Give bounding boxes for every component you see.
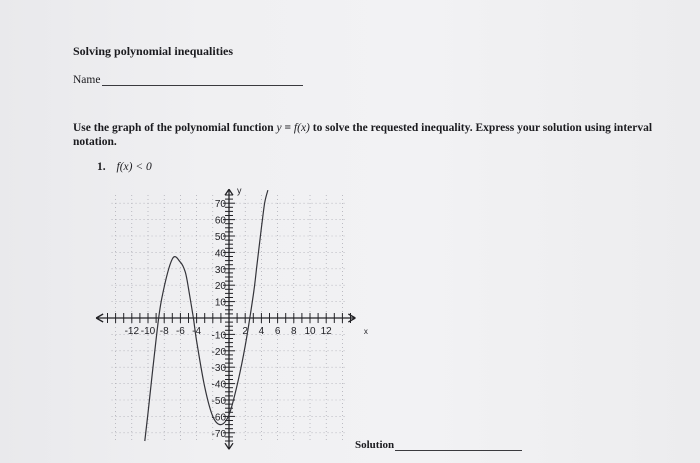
y-tick-label: -60 [211,412,226,424]
y-tick-label: -50 [211,396,226,407]
y-tick-label: -40 [211,379,226,391]
solution-blank-line[interactable] [395,440,522,451]
y-tick-label: -30 [211,363,226,375]
instructions-text-1: Use the graph of the polynomial function [73,122,277,134]
x-tick-label: -12 [124,326,140,337]
x-tick-label: 4 [258,326,265,337]
solution-label: Solution [355,439,395,451]
y-tick-label: 30 [214,264,226,276]
x-tick-label: -8 [159,326,169,337]
problem-inequality: f(x) < 0 [116,161,152,173]
x-tick-label: 10 [304,326,316,337]
instructions-text-2: to solve the requested inequality. Express your solution using interval notation. [73,122,653,148]
solution-field [355,439,522,451]
polynomial-curve [145,190,268,441]
y-axis-label: y [237,185,242,196]
x-axis-label: x [363,327,368,336]
x-tick-label: 2 [242,326,248,337]
x-tick-label: -6 [175,326,185,337]
x-tick-label: 12 [320,326,332,337]
x-tick-label: -10 [140,326,156,337]
worksheet-title: Solving polynomial inequalities [73,44,234,58]
y-tick-label: 70 [214,199,226,211]
y-tick-label: 40 [214,248,226,260]
problem-number: 1. [97,161,106,173]
y-tick-label: -70 [211,428,226,440]
y-tick-label: 10 [214,297,226,309]
y-tick-label: -20 [211,346,226,358]
instructions-equals: = [281,122,294,134]
instructions-fx: f(x) [293,122,310,134]
instructions-y: y [276,122,282,134]
y-tick-label: -10 [211,330,226,342]
y-tick-label: 60 [214,215,226,227]
name-label: Name [73,74,101,86]
x-tick-label: 8 [291,326,297,337]
y-tick-label: 20 [214,281,226,293]
x-tick-label: 6 [274,326,281,337]
x-tick-label: -4 [192,326,202,337]
y-tick-label: 50 [214,232,226,243]
